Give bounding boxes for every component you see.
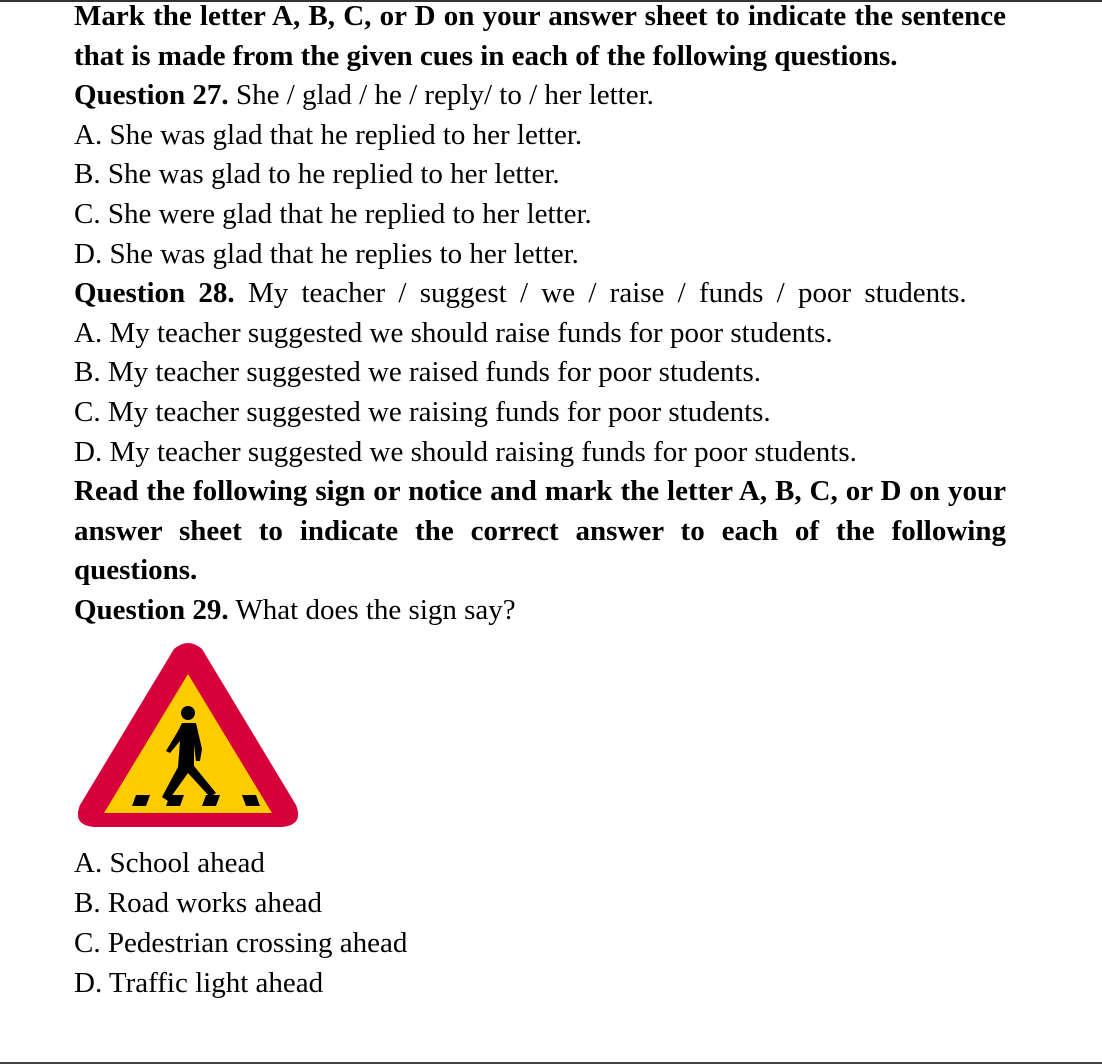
question-label: Question 28.	[74, 277, 235, 310]
option-c: C. She were glad that he replied to her letter.	[74, 197, 592, 230]
question-label: Question 27.	[74, 79, 229, 112]
question-prompt: What does the sign say?	[235, 593, 516, 626]
option-b: B. She was glad to he replied to her letter.	[74, 158, 560, 191]
section-instruction-2: Read the following sign or notice and mark the letter A, B, C, or D on your answer sheet to indicate the correct answer to each of the following questions.	[74, 475, 1006, 587]
option-d: D. My teacher suggested we should raising funds for poor students.	[74, 435, 857, 468]
document-page	[74, 0, 1006, 1003]
pedestrian-crossing-sign-image	[74, 631, 1006, 843]
option-a: A. My teacher suggested we should raise funds for poor students.	[74, 316, 833, 349]
option-a: A. School ahead	[74, 846, 265, 879]
option-c: C. My teacher suggested we raising funds for poor students.	[74, 395, 771, 428]
option-a: A. She was glad that he replied to her letter.	[74, 118, 583, 151]
question-prompt: She / glad / he / reply/ to / her letter.	[235, 79, 654, 112]
question-prompt: My teacher / suggest / we / raise / funds / poor students.	[247, 277, 967, 310]
question-28	[74, 274, 1006, 472]
option-b: B. Road works ahead	[74, 886, 323, 919]
question-label: Question 29.	[74, 593, 229, 626]
section-instruction-1: Mark the letter A, B, C, or D on your answer sheet to indicate the sentence that is made from the given cues in each of the following questions.	[74, 0, 1006, 72]
question-27	[74, 76, 1006, 274]
option-c: C. Pedestrian crossing ahead	[74, 926, 408, 959]
pedestrian-crossing-sign-icon	[74, 641, 302, 831]
option-d: D. Traffic light ahead	[74, 966, 324, 999]
option-b: B. My teacher suggested we raised funds for poor students.	[74, 356, 761, 389]
question-29	[74, 591, 1006, 1003]
option-d: D. She was glad that he replies to her letter.	[74, 237, 579, 270]
